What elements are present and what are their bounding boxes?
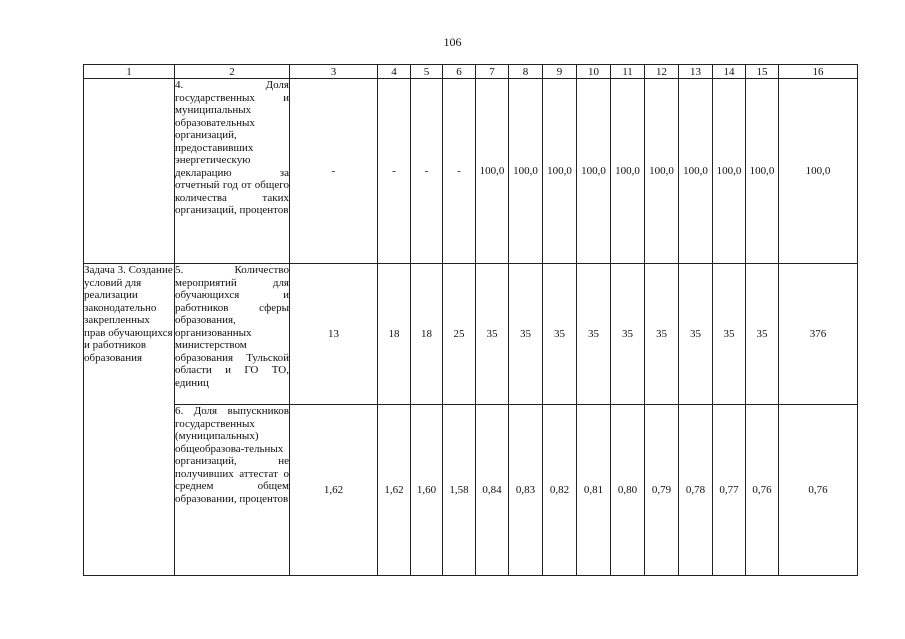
value-cell: 35 [577,264,611,405]
value-cell: 100,0 [509,79,543,264]
column-number: 5 [411,65,443,79]
empty-task-cell [84,79,175,264]
task-cell: Задача 3. Создание условий для реализации законодательно закрепленных прав обучающихся и работников образования [84,264,175,576]
indicator-description: 4. Доля государственных и муниципальных образовательных организаций, предоставивших энергетическую декларацию за отчетный год от общего количества таких организаций, процентов [175,79,290,264]
column-number: 6 [443,65,476,79]
value-cell: 18 [378,264,411,405]
value-cell: 100,0 [679,79,713,264]
page-number: 106 [443,35,462,49]
value-cell: 35 [746,264,779,405]
value-cell: 1,62 [290,405,378,576]
value-cell: 0,78 [679,405,713,576]
value-cell: 35 [611,264,645,405]
indicator-description: 5. Количество мероприятий для обучающихся и работников сферы образования, организованных министерством образования Тульской области и ГО ТО, единиц [175,264,290,405]
column-number: 12 [645,65,679,79]
value-cell: 0,82 [543,405,577,576]
value-cell: 0,81 [577,405,611,576]
value-cell: 1,58 [443,405,476,576]
value-cell: 0,77 [713,405,746,576]
value-cell: 376 [779,264,858,405]
value-cell: 0,76 [779,405,858,576]
value-cell: 18 [411,264,443,405]
column-number: 4 [378,65,411,79]
value-cell: 1,62 [378,405,411,576]
value-cell: 0,80 [611,405,645,576]
value-cell: 100,0 [779,79,858,264]
indicator-description: 6. Доля выпускников государственных (муниципальных) общеобразова-тельных организаций, не получивших аттестат о среднем общем образовании, процентов [175,405,290,576]
value-cell: 35 [713,264,746,405]
value-cell: 100,0 [645,79,679,264]
column-number: 7 [476,65,509,79]
column-number: 9 [543,65,577,79]
value-cell: - [411,79,443,264]
column-number: 15 [746,65,779,79]
column-number: 1 [84,65,175,79]
value-cell: 100,0 [476,79,509,264]
value-cell: 1,60 [411,405,443,576]
indicators-table [83,64,858,576]
table-row [84,264,858,405]
value-cell: 0,79 [645,405,679,576]
value-cell: 100,0 [746,79,779,264]
value-cell: 13 [290,264,378,405]
value-cell: - [443,79,476,264]
column-number: 14 [713,65,746,79]
column-number: 11 [611,65,645,79]
value-cell: 35 [679,264,713,405]
value-cell: 0,84 [476,405,509,576]
column-number: 13 [679,65,713,79]
value-cell: - [378,79,411,264]
value-cell: 100,0 [577,79,611,264]
value-cell: - [290,79,378,264]
value-cell: 35 [543,264,577,405]
column-number: 2 [175,65,290,79]
column-number: 3 [290,65,378,79]
table-row [84,405,858,576]
value-cell: 100,0 [611,79,645,264]
value-cell: 100,0 [543,79,577,264]
value-cell: 35 [476,264,509,405]
column-number: 10 [577,65,611,79]
value-cell: 0,83 [509,405,543,576]
column-number-row [84,65,858,79]
value-cell: 100,0 [713,79,746,264]
table-row [84,79,858,264]
value-cell: 35 [509,264,543,405]
value-cell: 0,76 [746,405,779,576]
column-number: 16 [779,65,858,79]
value-cell: 35 [645,264,679,405]
column-number: 8 [509,65,543,79]
value-cell: 25 [443,264,476,405]
